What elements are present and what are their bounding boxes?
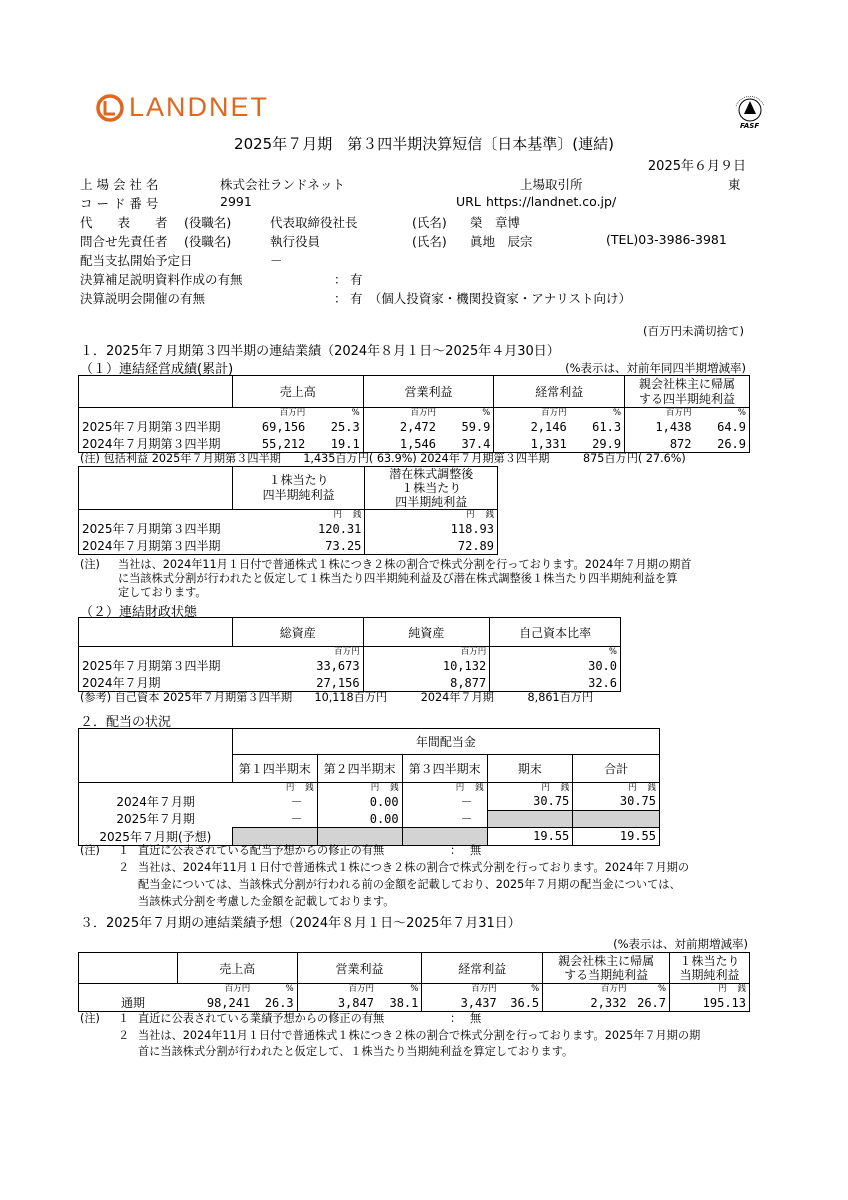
cell: 69,156 bbox=[261, 419, 306, 434]
col-net-profit-line1: 親会社株主に帰属 bbox=[639, 376, 736, 391]
table-row bbox=[79, 537, 498, 555]
cell: 3,437 bbox=[422, 994, 500, 1012]
col-q3-end: 第３四半期末 bbox=[402, 755, 487, 783]
cell: 55,212 bbox=[232, 435, 308, 453]
cell: 37.4 bbox=[439, 435, 494, 453]
note-number: １ bbox=[118, 1012, 130, 1025]
cell: － bbox=[232, 810, 317, 828]
row-label: 2025年７月期第３四半期 bbox=[79, 657, 233, 674]
cell: 29.9 bbox=[570, 435, 625, 453]
cell: 10,132 bbox=[363, 657, 490, 674]
col-equity-ratio: 自己資本比率 bbox=[490, 618, 621, 647]
note-colon: ： bbox=[450, 844, 462, 857]
cell: 64.9 bbox=[695, 418, 750, 435]
col-diluted-line2: １株当たり bbox=[401, 481, 462, 495]
cell: 8,877 bbox=[363, 674, 490, 692]
cell: 0.00 bbox=[317, 793, 402, 810]
col-net-profit-line2: する四半期純利益 bbox=[639, 391, 736, 406]
cell: 59.9 bbox=[439, 418, 494, 435]
document-title: 2025年７月期 第３四半期決算短信〔日本基準〕(連結) bbox=[234, 135, 614, 153]
fasf-text: FASF bbox=[740, 122, 760, 130]
note-line: 定しております。 bbox=[118, 586, 207, 599]
unit-percent: % bbox=[500, 984, 543, 995]
unit-yen: 円 bbox=[333, 510, 343, 520]
cell: 73.25 bbox=[232, 537, 364, 555]
unit-yen-sen bbox=[487, 783, 573, 794]
cell: 25.3 bbox=[308, 418, 363, 435]
col-net-profit-line2: する当期純利益 bbox=[564, 968, 649, 982]
rounding-note: (百万円未満切捨て) bbox=[643, 324, 744, 338]
cell: 27,156 bbox=[232, 674, 363, 692]
cell: 19.1 bbox=[308, 435, 363, 453]
row-label: 2024年７月期第３四半期 bbox=[79, 435, 233, 453]
cell: 98,241 bbox=[177, 994, 253, 1012]
table-row bbox=[79, 793, 660, 810]
cell: 61.3 bbox=[570, 418, 625, 435]
note-line: 配当金については、当該株式分割が行われる前の金額を記載しており、2025年７月期の配当金については、 bbox=[138, 878, 681, 891]
financial-position-table bbox=[78, 617, 621, 692]
dividend-date: － bbox=[270, 253, 283, 268]
contact-name: 眞地 辰宗 bbox=[470, 234, 533, 249]
url-label: URL bbox=[456, 194, 481, 209]
cell: 872 bbox=[625, 435, 695, 453]
col-eps-line1: １株当たり bbox=[679, 954, 740, 968]
release-date: 2025年６月９日 bbox=[647, 159, 746, 174]
note-line: に当該株式分割が行われたと仮定して１株当たり四半期純利益及び潜在株式調整後１株当たり四半期純利益を算 bbox=[118, 572, 678, 585]
cell: 38.1 bbox=[377, 994, 422, 1012]
row-label: 2025年７月期 bbox=[79, 810, 233, 828]
col-diluted-eps bbox=[365, 467, 498, 510]
unit-yen-sen bbox=[232, 783, 317, 794]
cell: 30.75 bbox=[573, 793, 660, 810]
col-eps-line2: 当期純利益 bbox=[679, 968, 740, 982]
supplementary-value: 有 bbox=[350, 272, 363, 287]
cell: 72.89 bbox=[365, 537, 498, 555]
unit-yen: 円 bbox=[285, 783, 295, 793]
dividend-date-label: 配当支払開始予定日 bbox=[80, 253, 193, 268]
cell: 2,472 bbox=[399, 419, 436, 434]
table-row bbox=[79, 657, 621, 674]
unit-yen-sen bbox=[317, 783, 402, 794]
note-number: ２ bbox=[118, 861, 130, 874]
cell: 26.9 bbox=[695, 435, 750, 453]
col-net-profit-line1: 親会社株主に帰属 bbox=[558, 954, 655, 968]
unit-million: 百万円 bbox=[232, 647, 363, 658]
company-label: 上 場 会 社 名 bbox=[80, 177, 159, 192]
landnet-logo-icon bbox=[96, 93, 124, 123]
note-value: 無 bbox=[470, 1012, 482, 1025]
unit-yen: 円 bbox=[455, 783, 465, 793]
cell: 26.3 bbox=[253, 994, 297, 1012]
unit-yen: 円 bbox=[370, 783, 380, 793]
unit-million: 百万円 bbox=[348, 984, 374, 994]
unit-yen: 円 bbox=[466, 510, 475, 520]
cell: 195.13 bbox=[670, 994, 750, 1012]
unit-sen: 銭 bbox=[475, 783, 484, 793]
contact-role: 執行役員 bbox=[270, 234, 321, 249]
note-head: (注) bbox=[80, 558, 100, 571]
col-net-assets: 純資産 bbox=[363, 618, 490, 647]
unit-percent: % bbox=[308, 408, 363, 419]
col-eps-line2: 四半期純利益 bbox=[262, 488, 335, 502]
col-sales: 売上高 bbox=[232, 376, 363, 408]
col-eps bbox=[232, 467, 364, 510]
briefing-colon: ： bbox=[334, 291, 347, 306]
col-q1-end: 第１四半期末 bbox=[232, 755, 317, 783]
note-head: (注) bbox=[80, 1012, 100, 1025]
operating-results-table bbox=[78, 375, 750, 453]
note-head: (注) bbox=[80, 844, 100, 857]
col-operating-profit: 営業利益 bbox=[297, 953, 422, 984]
section3-pct-note: (%表示は、対前期増減率) bbox=[613, 937, 748, 951]
logo-text: LANDNET bbox=[129, 92, 270, 122]
exchange-label: 上場取引所 bbox=[520, 177, 583, 192]
unit-million: 百万円 bbox=[279, 408, 306, 418]
row-label: 通期 bbox=[79, 994, 178, 1012]
unit-sen: 銭 bbox=[305, 783, 314, 793]
rep-name: 榮 章博 bbox=[470, 215, 521, 230]
col-net-profit bbox=[625, 376, 750, 408]
unit-million: 百万円 bbox=[601, 984, 627, 994]
row-label: 2024年７月期 bbox=[79, 793, 233, 810]
unit-million: 百万円 bbox=[665, 408, 692, 418]
unit-yen-sen bbox=[365, 510, 498, 521]
note-text: 直近に公表されている配当予想からの修正の有無 bbox=[138, 844, 385, 857]
col-eps bbox=[670, 953, 750, 984]
contact-tel: (TEL)03-3986-3981 bbox=[606, 232, 727, 247]
col-ordinary-profit: 経常利益 bbox=[494, 376, 625, 408]
note-number: ２ bbox=[118, 1029, 130, 1042]
unit-percent: % bbox=[630, 984, 670, 995]
briefing-label: 決算説明会開催の有無 bbox=[80, 291, 206, 306]
section2-title: ２．配当の状況 bbox=[80, 715, 172, 730]
cell: 118.93 bbox=[365, 520, 498, 537]
row-label: 2024年７月期 bbox=[79, 674, 233, 692]
col-eps-line1: １株当たり bbox=[268, 473, 329, 487]
unit-percent: % bbox=[253, 984, 297, 995]
col-ordinary-profit: 経常利益 bbox=[422, 953, 543, 984]
note-line: 当社は、2024年11月１日付で普通株式１株につき２株の割合で株式分割を行っております。2024年７月期の bbox=[138, 861, 690, 874]
unit-million: 百万円 bbox=[224, 984, 251, 994]
exchange-value: 東 bbox=[728, 177, 741, 192]
fasf-seal-icon bbox=[732, 96, 768, 122]
eps-table bbox=[78, 466, 498, 555]
col-diluted-line3: 四半期純利益 bbox=[395, 495, 468, 509]
briefing-value: 有 （個人投資家・機関投資家・アナリスト向け） bbox=[350, 291, 632, 306]
col-operating-profit: 営業利益 bbox=[363, 376, 494, 408]
col-q2-end: 第２四半期末 bbox=[317, 755, 402, 783]
comprehensive-income-note: (注) 包括利益 2025年７月期第３四半期 1,435百万円( 63.9%) 2024年７月期第３四半期 875百万円( 27.6%) bbox=[80, 452, 686, 465]
section1-title: １．2025年７月期第３四半期の連結業績（2024年８月１日～2025年４月30日） bbox=[80, 344, 560, 359]
col-diluted-line1: 潜在株式調整後 bbox=[389, 467, 474, 481]
row-label: 2025年７月期(予想) bbox=[79, 828, 233, 846]
col-sales: 売上高 bbox=[177, 953, 297, 984]
equity-reference-note: (参考) 自己資本 2025年７月期第３四半期 10,118百万円 2024年７月期 8,861百万円 bbox=[80, 691, 594, 704]
rep-name-label: (氏名) bbox=[412, 215, 447, 230]
dividend-table bbox=[78, 728, 660, 846]
unit-yen: 円 bbox=[628, 783, 637, 793]
cell: － bbox=[232, 793, 317, 810]
unit-yen: 円 bbox=[541, 783, 550, 793]
cell: 120.31 bbox=[232, 520, 364, 537]
supplementary-label: 決算補足説明資料作成の有無 bbox=[80, 272, 243, 287]
row-label: 2024年７月期第３四半期 bbox=[79, 537, 233, 555]
unit-million: 百万円 bbox=[541, 408, 567, 418]
contact-role-label: (役職名) bbox=[184, 234, 232, 249]
col-net-profit bbox=[543, 953, 670, 984]
col-total-assets: 総資産 bbox=[232, 618, 363, 647]
rep-role-label: (役職名) bbox=[184, 215, 232, 230]
unit-yen-sen bbox=[402, 783, 487, 794]
unit-sen: 銭 bbox=[647, 783, 656, 793]
row-label: 2025年７月期第３四半期 bbox=[79, 520, 233, 537]
supplementary-colon: ： bbox=[334, 272, 347, 287]
cell: 0.00 bbox=[317, 810, 402, 828]
col-total: 合計 bbox=[573, 755, 660, 783]
unit-sen: 銭 bbox=[390, 783, 399, 793]
table-row bbox=[79, 520, 498, 537]
unit-yen-sen bbox=[670, 984, 750, 995]
note-number: １ bbox=[118, 844, 130, 857]
cell: － bbox=[402, 793, 487, 810]
cell: 19.55 bbox=[573, 828, 660, 846]
cell: 19.55 bbox=[487, 828, 573, 846]
table-row bbox=[79, 418, 750, 435]
shaded-cell bbox=[573, 810, 660, 828]
section1-pct-note: (%表示は、対前年同四半期増減率) bbox=[565, 361, 746, 375]
fasf-mark bbox=[732, 96, 768, 134]
unit-percent: % bbox=[695, 408, 750, 419]
company-name: 株式会社ランドネット bbox=[220, 177, 345, 192]
unit-percent: % bbox=[377, 984, 422, 995]
unit-million: 百万円 bbox=[363, 647, 490, 658]
note-line: 当社は、2024年11月１日付で普通株式１株につき２株の割合で株式分割を行っております。2024年７月期の期首 bbox=[118, 558, 692, 571]
unit-sen: 銭 bbox=[485, 510, 494, 520]
code-value: 2991 bbox=[220, 194, 252, 209]
unit-percent: % bbox=[439, 408, 494, 419]
table-row bbox=[79, 810, 660, 828]
cell: － bbox=[402, 810, 487, 828]
unit-sen: 銭 bbox=[737, 984, 746, 994]
unit-yen: 円 bbox=[718, 984, 727, 994]
note-line: 当社は、2024年11月１日付で普通株式１株につき２株の割合で株式分割を行っております。2025年７月期の期 bbox=[138, 1029, 701, 1042]
code-label: コ ー ド 番 号 bbox=[80, 196, 159, 211]
cell: 1,331 bbox=[494, 435, 570, 453]
url-link[interactable]: https://landnet.co.jp/ bbox=[486, 194, 617, 209]
representative-label: 代 表 者 bbox=[80, 215, 168, 230]
cell: 33,673 bbox=[232, 657, 363, 674]
table-row bbox=[79, 994, 750, 1012]
unit-yen-sen bbox=[232, 510, 364, 521]
note-line: 当該株式分割を考慮した金額を記載しております。 bbox=[138, 895, 395, 908]
unit-sen: 銭 bbox=[352, 510, 362, 520]
note-text: 直近に公表されている業績予想からの修正の有無 bbox=[138, 1012, 385, 1025]
unit-percent: % bbox=[490, 647, 621, 658]
note-line: 首に当該株式分割が行われたと仮定して、１株当たり当期純利益を算定しております。 bbox=[138, 1045, 574, 1058]
unit-million: 百万円 bbox=[471, 984, 497, 994]
contact-label: 問合せ先責任者 bbox=[80, 234, 168, 249]
section3-title: ３．2025年７月期の連結業績予想（2024年８月１日～2025年７月31日） bbox=[80, 916, 521, 931]
row-label: 2025年７月期第３四半期 bbox=[79, 418, 233, 435]
shaded-cell bbox=[487, 810, 573, 828]
unit-sen: 銭 bbox=[560, 783, 570, 793]
col-year-end: 期末 bbox=[487, 755, 573, 783]
cell: 1,546 bbox=[363, 435, 439, 453]
rep-role: 代表取締役社長 bbox=[270, 215, 358, 230]
cell: 2,332 bbox=[543, 994, 630, 1012]
cell: 36.5 bbox=[500, 994, 543, 1012]
cell: 26.7 bbox=[630, 994, 670, 1012]
unit-million: 百万円 bbox=[410, 408, 436, 418]
cell: 1,438 bbox=[655, 419, 692, 434]
note-value: 無 bbox=[470, 844, 482, 857]
note-colon: ： bbox=[450, 1012, 462, 1025]
forecast-table bbox=[78, 952, 750, 1012]
section1-sub1: （１）連結経営成績(累計) bbox=[80, 362, 234, 377]
cell: 30.0 bbox=[490, 657, 621, 674]
unit-percent: % bbox=[570, 408, 625, 419]
cell: 3,847 bbox=[297, 994, 377, 1012]
unit-yen-sen bbox=[573, 783, 660, 794]
cell: 30.75 bbox=[487, 793, 573, 810]
col-group-annual-dividend: 年間配当金 bbox=[232, 729, 659, 755]
cell: 32.6 bbox=[490, 674, 621, 692]
cell: 2,146 bbox=[530, 419, 567, 434]
section1-sub2: （２）連結財政状態 bbox=[80, 605, 198, 620]
contact-name-label: (氏名) bbox=[412, 234, 447, 249]
